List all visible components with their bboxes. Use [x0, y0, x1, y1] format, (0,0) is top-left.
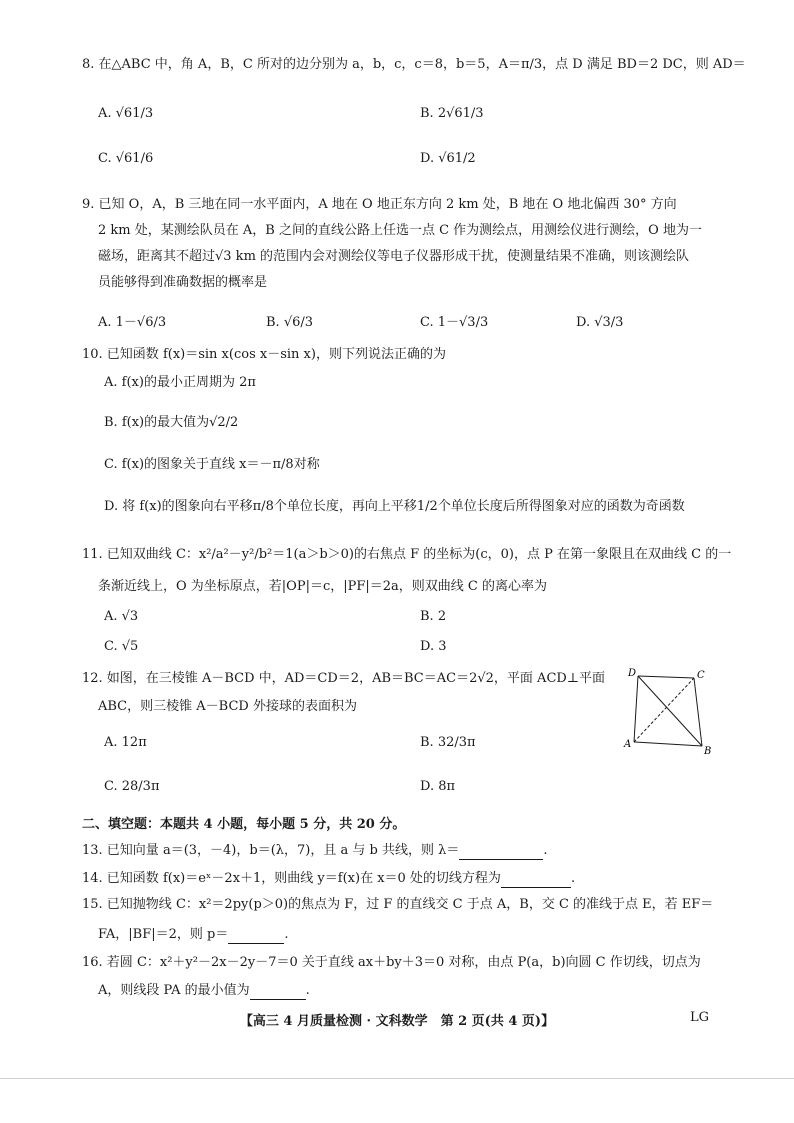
edge-da — [634, 676, 638, 742]
q10-option-a: A. f(x)的最小正周期为 2π — [104, 375, 256, 390]
q9-line-4: 员能够得到准确数据的概率是 — [98, 275, 268, 290]
q13-stem: 13. 已知向量 a＝(3，－4)，b＝(λ，7)，且 a 与 b 共线，则 λ＝ . — [82, 843, 548, 858]
q12-option-b: B. 32/3π — [420, 735, 476, 750]
q8-option-b: B. 2√61/3 — [420, 106, 484, 121]
q15-text: FA，|BF|＝2，则 p＝ — [98, 927, 229, 942]
q9-line-1: 9. 已知 O，A，B 三地在同一水平面内，A 地在 O 地正东方向 2 km 处，B 地在 O 地北偏西 30° 方向 — [82, 197, 677, 212]
q11-line-1: 11. 已知双曲线 C：x²/a²－y²/b²＝1(a＞b＞0)的右焦点 F 的坐标为(c，0)，点 P 在第一象限且在双曲线 C 的一 — [82, 547, 732, 562]
q14-text: 14. 已知函数 f(x)＝eˣ－2x＋1，则曲线 y＝f(x)在 x＝0 处的切线方程为 — [82, 871, 501, 886]
q9-line-2: 2 km 处，某测绘队员在 A，B 之间的直线公路上任选一点 C 作为测绘点，用测绘仪进行测绘，O 地为一 — [98, 223, 702, 238]
q15-line-1: 15. 已知抛物线 C：x²＝2py(p＞0)的焦点为 F，过 F 的直线交 C 于点 A，B，交 C 的准线于点 E，若 EF＝ — [82, 897, 714, 912]
q10-option-d: D. 将 f(x)的图象向右平移π/8个单位长度，再向上平移1/2个单位长度后所得图象对应的函数为奇函数 — [104, 499, 685, 514]
q11-option-d: D. 3 — [420, 639, 447, 654]
q12-line-2: ABC，则三棱锥 A－BCD 外接球的表面积为 — [98, 699, 357, 714]
q12-option-a: A. 12π — [104, 735, 147, 750]
q12-option-d: D. 8π — [420, 779, 456, 794]
section-fill-in-header: 二、填空题：本题共 4 小题，每小题 5 分，共 20 分。 — [82, 817, 406, 832]
tetrahedron-figure — [620, 664, 720, 764]
q10-stem: 10. 已知函数 f(x)＝sin x(cos x－sin x)，则下列说法正确的为 — [82, 347, 446, 362]
q8-option-a: A. √61/3 — [98, 106, 154, 121]
q11-option-b: B. 2 — [420, 609, 447, 624]
edge-ac-hidden — [634, 678, 694, 742]
edge-dc — [638, 676, 694, 678]
q14-answer-blank — [501, 873, 571, 888]
scan-edge-line — [0, 1078, 794, 1079]
q8-option-d: D. √61/2 — [420, 151, 476, 166]
label-c: C — [697, 670, 705, 681]
q9-option-b: B. √6/3 — [266, 315, 314, 330]
q13-text: 13. 已知向量 a＝(3，－4)，b＝(λ，7)，且 a 与 b 共线，则 λ＝ — [82, 843, 460, 858]
page-footer: 【高三 4 月质量检测 · 文科数学 第 2 页(共 4 页)】 — [239, 1014, 555, 1029]
q11-option-a: A. √3 — [104, 609, 139, 624]
q9-option-c: C. 1－√3/3 — [420, 315, 489, 330]
q11-line-2: 条渐近线上，O 为坐标原点，若|OP|＝c，|PF|＝2a，则双曲线 C 的离心率为 — [98, 579, 547, 594]
q12-option-c: C. 28/3π — [104, 779, 160, 794]
q15-line-2: FA，|BF|＝2，则 p＝ . — [98, 927, 289, 942]
q10-option-c: C. f(x)的图象关于直线 x＝－π/8对称 — [104, 457, 320, 472]
footer-code: LG — [690, 1010, 710, 1025]
q15-answer-blank — [228, 929, 284, 944]
q12-line-1: 12. 如图，在三棱锥 A－BCD 中，AD＝CD＝2，AB＝BC＝AC＝2√2，平面 ACD⊥平面 — [82, 671, 606, 686]
q8-stem: 8. 在△ABC 中，角 A，B，C 所对的边分别为 a，b，c，c＝8，b＝5，A＝π/3，点 D 满足 BD＝2 DC，则 AD＝ — [82, 57, 746, 72]
q16-answer-blank — [250, 985, 306, 1000]
label-b: B — [704, 746, 712, 757]
q9-option-d: D. √3/3 — [576, 315, 624, 330]
q10-option-b: B. f(x)的最大值为√2/2 — [104, 415, 239, 430]
label-a: A — [624, 739, 632, 750]
q14-stem: 14. 已知函数 f(x)＝eˣ－2x＋1，则曲线 y＝f(x)在 x＝0 处的切线方程为 . — [82, 871, 576, 886]
edge-db — [638, 676, 702, 746]
q11-option-c: C. √5 — [104, 639, 139, 654]
label-d: D — [628, 668, 637, 679]
q9-line-3: 磁场，距离其不超过√3 km 的范围内会对测绘仪等电子仪器形成干扰，使测量结果不准确，则该测绘队 — [98, 249, 690, 264]
q13-answer-blank — [459, 845, 543, 860]
q16-text: A，则线段 PA 的最小值为 — [98, 983, 250, 998]
q16-line-2: A，则线段 PA 的最小值为 . — [98, 983, 310, 998]
q9-option-a: A. 1－√6/3 — [98, 315, 167, 330]
q8-option-c: C. √61/6 — [98, 151, 154, 166]
edge-cb — [694, 678, 702, 746]
q16-line-1: 16. 若圆 C：x²＋y²－2x－2y－7＝0 关于直线 ax＋by＋3＝0 对称，由点 P(a，b)向圆 C 作切线，切点为 — [82, 955, 701, 970]
edge-ab — [634, 742, 702, 746]
